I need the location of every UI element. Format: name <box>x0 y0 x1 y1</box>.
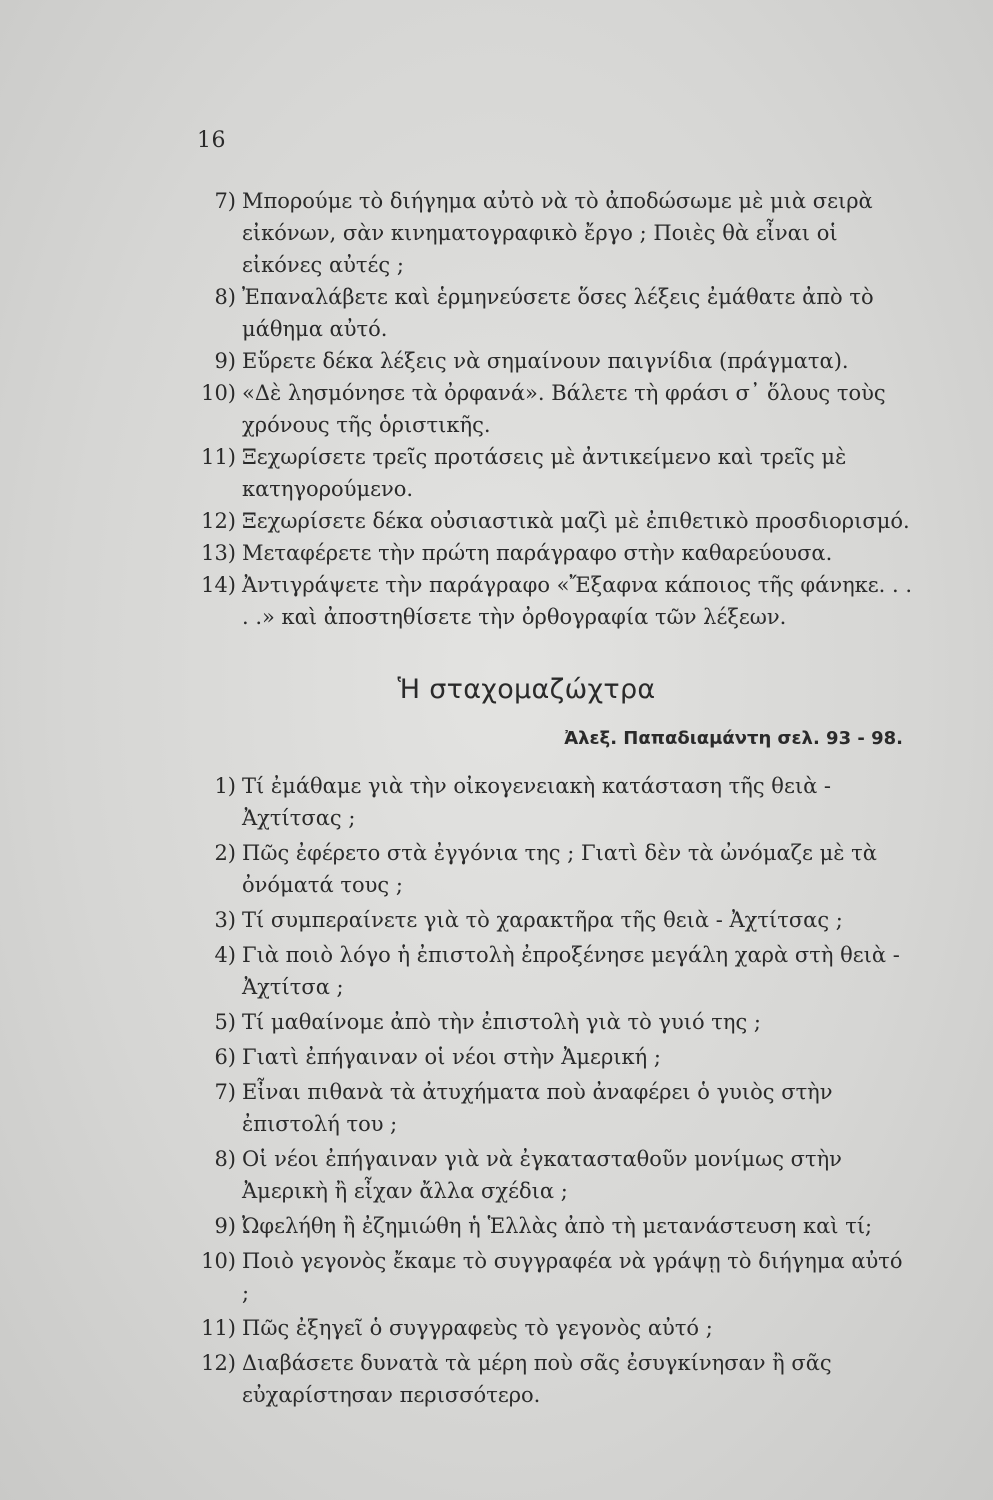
item-number: 12) <box>201 1351 236 1375</box>
item-number: 11) <box>201 1316 236 1340</box>
item-text: Ὠφελήθη ἢ ἐζημιώθη ἡ Ἑλλὰς ἀπὸ τὴ μετανάστευση καὶ τί; <box>242 1214 873 1238</box>
item-number: 9) <box>214 1214 236 1238</box>
item-number: 8) <box>214 285 236 309</box>
item-text: «Δὲ λησμόνησε τὰ ὀρφανά». Βάλετε τὴ φράσι σ᾽ ὅλους τοὺς χρόνους τῆς ὁριστικῆς. <box>242 381 886 437</box>
list-item <box>180 1347 915 1411</box>
item-number: 2) <box>214 841 236 865</box>
item-text: Τί συμπεραίνετε γιὰ τὸ χαρακτῆρα τῆς θειὰ - Ἀχτίτσας ; <box>242 908 843 932</box>
list-item <box>180 837 915 901</box>
item-number: 3) <box>214 908 236 932</box>
item-text: Ξεχωρίσετε δέκα οὐσιαστικὰ μαζὶ μὲ ἐπιθετικὸ προσδιορισμό. <box>242 509 910 533</box>
item-number: 14) <box>201 573 236 597</box>
item-number: 5) <box>214 1010 236 1034</box>
item-number: 7) <box>214 1080 236 1104</box>
list-item <box>180 1245 915 1309</box>
item-text: Ἀντιγράψετε τὴν παράγραφο «Ἔξαφνα κάποιος τῆς φάνηκε. . . . .» καὶ ἀποστηθίσετε τὴν ὀρθογραφία τῶν λέξεων. <box>242 573 913 629</box>
list-item <box>180 1312 915 1344</box>
item-text: Πῶς ἐφέρετο στὰ ἐγγόνια της ; Γιατὶ δὲν τὰ ὠνόμαζε μὲ τὰ ὀνόματά τους ; <box>242 841 877 897</box>
item-number: 10) <box>201 1249 236 1273</box>
exercise-list <box>180 185 915 633</box>
item-text: Τί ἐμάθαμε γιὰ τὴν οἰκογενειακὴ κατάσταση τῆς θειὰ - Ἀχτίτσας ; <box>242 774 832 830</box>
list-item <box>180 1006 915 1038</box>
item-text: Διαβάσετε δυνατὰ τὰ μέρη ποὺ σᾶς ἐσυγκίνησαν ἢ σᾶς εὐχαρίστησαν περισσότερο. <box>242 1351 832 1407</box>
item-number: 10) <box>201 381 236 405</box>
list-item <box>180 281 915 345</box>
list-item <box>180 345 915 377</box>
item-text: Μεταφέρετε τὴν πρώτη παράγραφο στὴν καθαρεύουσα. <box>242 541 833 565</box>
list-item <box>180 505 915 537</box>
list-item <box>180 537 915 569</box>
item-text: Ποιὸ γεγονὸς ἔκαμε τὸ συγγραφέα νὰ γράψῃ τὸ διήγημα αὐτό ; <box>242 1249 903 1305</box>
list-item <box>180 1076 915 1140</box>
item-text: Πῶς ἐξηγεῖ ὁ συγγραφεὺς τὸ γεγονὸς αὐτό ; <box>242 1316 713 1340</box>
section-title: Ἡ σταχομαζώχτρα <box>397 674 656 705</box>
item-text: Οἱ νέοι ἐπήγαιναν γιὰ νὰ ἐγκατασταθοῦν μονίμως στὴν Ἀμερικὴ ἢ εἶχαν ἄλλα σχέδια ; <box>242 1147 842 1203</box>
item-text: Εὕρετε δέκα λέξεις νὰ σημαίνουν παιγνίδια (πράγματα). <box>242 349 849 373</box>
list-item <box>180 1210 915 1242</box>
item-number: 12) <box>201 509 236 533</box>
item-number: 4) <box>214 943 236 967</box>
item-text: Τί μαθαίνομε ἀπὸ τὴν ἐπιστολὴ γιὰ τὸ γυιό της ; <box>242 1010 761 1034</box>
list-item <box>180 377 915 441</box>
list-item <box>180 441 915 505</box>
list-item <box>180 939 915 1003</box>
item-text: Γιατὶ ἐπήγαιναν οἱ νέοι στὴν Ἀμερική ; <box>242 1045 661 1069</box>
item-number: 9) <box>214 349 236 373</box>
list-item <box>180 904 915 936</box>
item-text: Ξεχωρίσετε τρεῖς προτάσεις μὲ ἀντικείμενο καὶ τρεῖς μὲ κατηγορούμενο. <box>242 445 847 501</box>
list-item <box>180 185 915 281</box>
item-number: 8) <box>214 1147 236 1171</box>
item-text: Ἐπαναλάβετε καὶ ἑρμηνεύσετε ὅσες λέξεις ἐμάθατε ἀπὸ τὸ μάθημα αὐτό. <box>242 285 874 341</box>
list-item <box>180 770 915 834</box>
item-text: Γιὰ ποιὸ λόγο ἡ ἐπιστολὴ ἐπροξένησε μεγάλη χαρὰ στὴ θειὰ - Ἀχτίτσα ; <box>242 943 900 999</box>
item-text: Εἶναι πιθανὰ τὰ ἀτυχήματα ποὺ ἀναφέρει ὁ γυιὸς στὴν ἐπιστολή του ; <box>242 1080 833 1136</box>
item-number: 7) <box>214 189 236 213</box>
item-number: 6) <box>214 1045 236 1069</box>
list-item <box>180 1041 915 1073</box>
question-list <box>180 770 915 1414</box>
list-item <box>180 1143 915 1207</box>
item-number: 13) <box>201 541 236 565</box>
item-number: 11) <box>201 445 236 469</box>
page-number: 16 <box>197 128 226 153</box>
item-number: 1) <box>214 774 236 798</box>
list-item <box>180 569 915 633</box>
item-text: Μπορούμε τὸ διήγημα αὐτὸ νὰ τὸ ἀποδώσωμε μὲ μιὰ σειρὰ εἰκόνων, σὰν κινηματογραφικὸ ἔργο ; Ποιὲς θὰ εἶναι οἱ εἰκόνες αὐτές ; <box>242 189 873 277</box>
section-reference: Ἀλεξ. Παπαδιαμάντη σελ. 93 - 98. <box>564 728 903 749</box>
